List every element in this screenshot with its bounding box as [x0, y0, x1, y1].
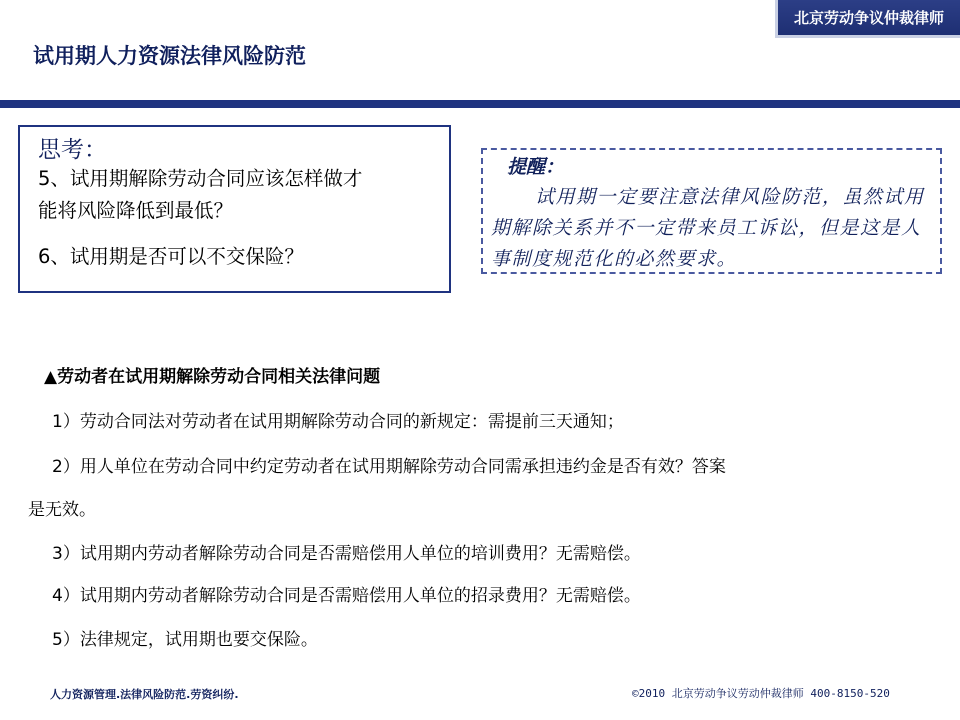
title-divider: [0, 100, 960, 108]
think-heading: 思考：: [38, 137, 107, 163]
question-5-line2: 能将风险降低到最低？: [38, 199, 234, 222]
page-title: 试用期人力资源法律风险防范: [33, 44, 306, 68]
reminder-body: 试用期一定要注意法律风险防范，虽然试用期解除关系并不一定带来员工诉讼，但是这是人事制度规范化的必然要求。: [491, 186, 925, 270]
think-box: [18, 125, 451, 293]
footer-copyright: ©2010 北京劳动争议劳动仲裁律师 400-8150-520: [632, 687, 890, 700]
question-5-line1: 5、试用期解除劳动合同应该怎样做才: [38, 167, 363, 190]
list-item-2-line1: 2）用人单位在劳动合同中约定劳动者在试用期解除劳动合同需承担违约金是否有效？答案: [52, 457, 726, 477]
list-item-4: 4）试用期内劳动者解除劳动合同是否需赔偿用人单位的招录费用？无需赔偿。: [52, 586, 641, 606]
footer-tagline: 人力资源管理.法律风险防范.劳资纠纷.: [50, 688, 239, 701]
list-item-3: 3）试用期内劳动者解除劳动合同是否需赔偿用人单位的培训费用？无需赔偿。: [52, 544, 641, 564]
section-heading: ▲劳动者在试用期解除劳动合同相关法律问题: [44, 367, 381, 387]
reminder-content: [491, 152, 931, 275]
reminder-heading: 提醒：: [507, 156, 565, 178]
question-6: 6、试用期是否可以不交保险？: [38, 245, 304, 268]
list-item-1: 1）劳动合同法对劳动者在试用期解除劳动合同的新规定：需提前三天通知；: [52, 412, 624, 432]
brand-banner: 北京劳动争议仲裁律师: [775, 0, 960, 38]
list-item-2-line2: 是无效。: [28, 500, 96, 520]
list-item-5: 5）法律规定，试用期也要交保险。: [52, 630, 318, 650]
